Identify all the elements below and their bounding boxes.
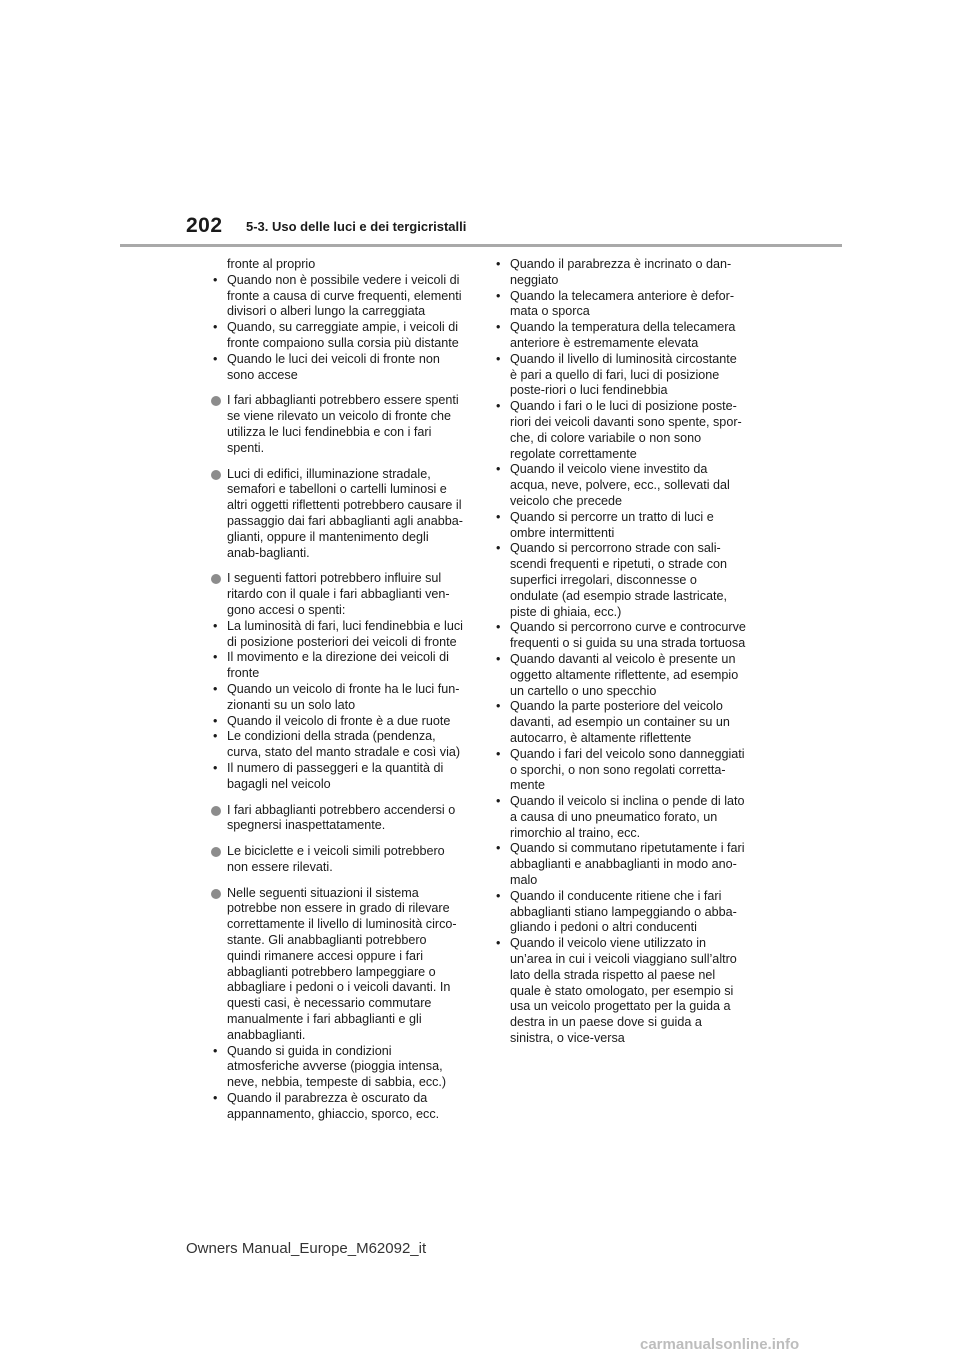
bullet-item: • Quando il conducente ritiene che i fari abbaglianti stiano lampeggiando o abba-gliando i pedoni o altri conducenti bbox=[494, 889, 746, 936]
bullet-circle-icon bbox=[211, 470, 221, 480]
page-number: 202 bbox=[186, 214, 223, 237]
bullet-item: • Quando un veicolo di fronte ha le luci fun-zionanti su un solo lato bbox=[211, 682, 463, 714]
bullet-circle-icon bbox=[211, 396, 221, 406]
paragraph-text: Luci di edifici, illuminazione stradale, semafori e tabelloni o cartelli luminosi e altri oggetti riflettenti potrebbero causare il passaggio dai fari abbaglianti agli anabba-glianti, oppure il mantenimento degli anab-baglianti. bbox=[227, 466, 463, 560]
bullet-item: • Il movimento e la direzione dei veicoli di fronte bbox=[211, 650, 463, 682]
paragraph-text: I fari abbaglianti potrebbero essere spenti se viene rilevato un veicolo di fronte che utilizza le luci fendinebbia e con i fari spenti. bbox=[227, 393, 459, 455]
paragraph bbox=[211, 393, 463, 456]
bullet-item: • Quando il veicolo viene investito da acqua, neve, polvere, ecc., sollevati dal veicolo che precede bbox=[494, 462, 746, 509]
bullet-item: • Quando si percorrono strade con sali-scendi frequenti e ripetuti, o strade con superfici irregolari, disconnesse o ondulate (ad esempio strade lastricate, piste di ghiaia, ecc.) bbox=[494, 541, 746, 620]
bullet-item: • Quando non è possibile vedere i veicoli di fronte a causa di curve frequenti, elementi divisori o alberi lungo la carreggiata bbox=[211, 273, 463, 320]
bullet-item: • Quando il veicolo viene utilizzato in un’area in cui i veicoli viaggiano sull’altro lato della strada rispetto al paese nel quale è stato omologato, per esempio si usa un veicolo progettato per la guida a destra in un paese dove si guida a sinistra, o vice-versa bbox=[494, 936, 746, 1047]
bullet-item: • Quando il parabrezza è incrinato o dan-neggiato bbox=[494, 257, 746, 289]
continued-text: fronte al proprio bbox=[227, 257, 316, 271]
paragraph bbox=[211, 844, 463, 876]
paragraph bbox=[211, 571, 463, 618]
bullet-item: • Quando si percorre un tratto di luci e ombre intermittenti bbox=[494, 510, 746, 542]
bullet-circle-icon bbox=[211, 889, 221, 899]
paragraph-text: I seguenti fattori potrebbero influire sul ritardo con il quale i fari abbaglianti ven-gono accesi o spenti: bbox=[227, 571, 450, 617]
bullet-item: • Quando il veicolo si inclina o pende di lato a causa di uno pneumatico forato, un rimorchio al traino, ecc. bbox=[494, 794, 746, 841]
bullet-circle-icon bbox=[211, 806, 221, 816]
bullet-item: • Quando il parabrezza è oscurato da appannamento, ghiaccio, sporco, ecc. bbox=[211, 1091, 463, 1123]
bullet-item: • Quando, su carreggiate ampie, i veicoli di fronte compaiono sulla corsia più distante bbox=[211, 320, 463, 352]
bullet-item: • La luminosità di fari, luci fendinebbia e luci di posizione posteriori dei veicoli di fronte bbox=[211, 619, 463, 651]
right-column bbox=[494, 257, 746, 1047]
bullet-item: • Quando la telecamera anteriore è defor-mata o sporca bbox=[494, 289, 746, 321]
bullet-item: • Quando il livello di luminosità circostante è pari a quello di fari, luci di posizione poste-riori o luci fendinebbia bbox=[494, 352, 746, 399]
paragraph bbox=[211, 886, 463, 1044]
paragraph-text: Nelle seguenti situazioni il sistema potrebbe non essere in grado di rilevare correttamente il livello di luminosità circo-stante. Gli anabbaglianti potrebbero quindi rimanere accesi oppure i fari abbaglianti potrebbero lampeggiare o abbagliare i pedoni o i veicoli davanti. In questi casi, è necessario commutare manualmente i fari abbaglianti e gli anabbaglianti. bbox=[227, 885, 457, 1042]
bullet-item: • Quando le luci dei veicoli di fronte non sono accese bbox=[211, 352, 463, 384]
footer-label: Owners Manual_Europe_M62092_it bbox=[186, 1240, 427, 1257]
bullet-item: • Le condizioni della strada (pendenza, curva, stato del manto stradale e così via) bbox=[211, 729, 463, 761]
bullet-item: • Quando la temperatura della telecamera anteriore è estremamente elevata bbox=[494, 320, 746, 352]
bullet-item: • Quando si percorrono curve e controcurve frequenti o si guida su una strada tortuosa bbox=[494, 620, 746, 652]
bullet-item: • Quando si guida in condizioni atmosferiche avverse (pioggia intensa, neve, nebbia, tempeste di sabbia, ecc.) bbox=[211, 1044, 463, 1091]
bullet-circle-icon bbox=[211, 847, 221, 857]
paragraph bbox=[211, 467, 463, 562]
paragraph bbox=[211, 803, 463, 835]
bullet-item: • Quando davanti al veicolo è presente un oggetto altamente riflettente, ad esempio un cartello o uno specchio bbox=[494, 652, 746, 699]
header-rule bbox=[120, 244, 842, 247]
section-title: 5-3. Uso delle luci e dei tergicristalli bbox=[246, 219, 467, 234]
paragraph-text: I fari abbaglianti potrebbero accendersi o spegnersi inaspettatamente. bbox=[227, 802, 456, 833]
bullet-item: • Quando la parte posteriore del veicolo davanti, ad esempio un container su un autocarro, è altamente riflettente bbox=[494, 699, 746, 746]
bullet-item: • Quando i fari o le luci di posizione poste-riori dei veicoli davanti sono spente, spor-che, di colore variabile o non sono regolate correttamente bbox=[494, 399, 746, 462]
bullet-item: • Quando il veicolo di fronte è a due ruote bbox=[211, 714, 463, 730]
left-column bbox=[211, 257, 463, 1123]
bullet-circle-icon bbox=[211, 574, 221, 584]
bullet-item: • Il numero di passeggeri e la quantità di bagagli nel veicolo bbox=[211, 761, 463, 793]
bullet-item: • Quando si commutano ripetutamente i fari abbaglianti e anabbaglianti in modo ano-malo bbox=[494, 841, 746, 888]
bullet-item: • Quando i fari del veicolo sono danneggiati o sporchi, o non sono regolati corretta-mente bbox=[494, 747, 746, 794]
watermark: carmanualsonline.info bbox=[640, 1336, 800, 1353]
paragraph-text: Le biciclette e i veicoli simili potrebbero non essere rilevati. bbox=[227, 844, 445, 874]
